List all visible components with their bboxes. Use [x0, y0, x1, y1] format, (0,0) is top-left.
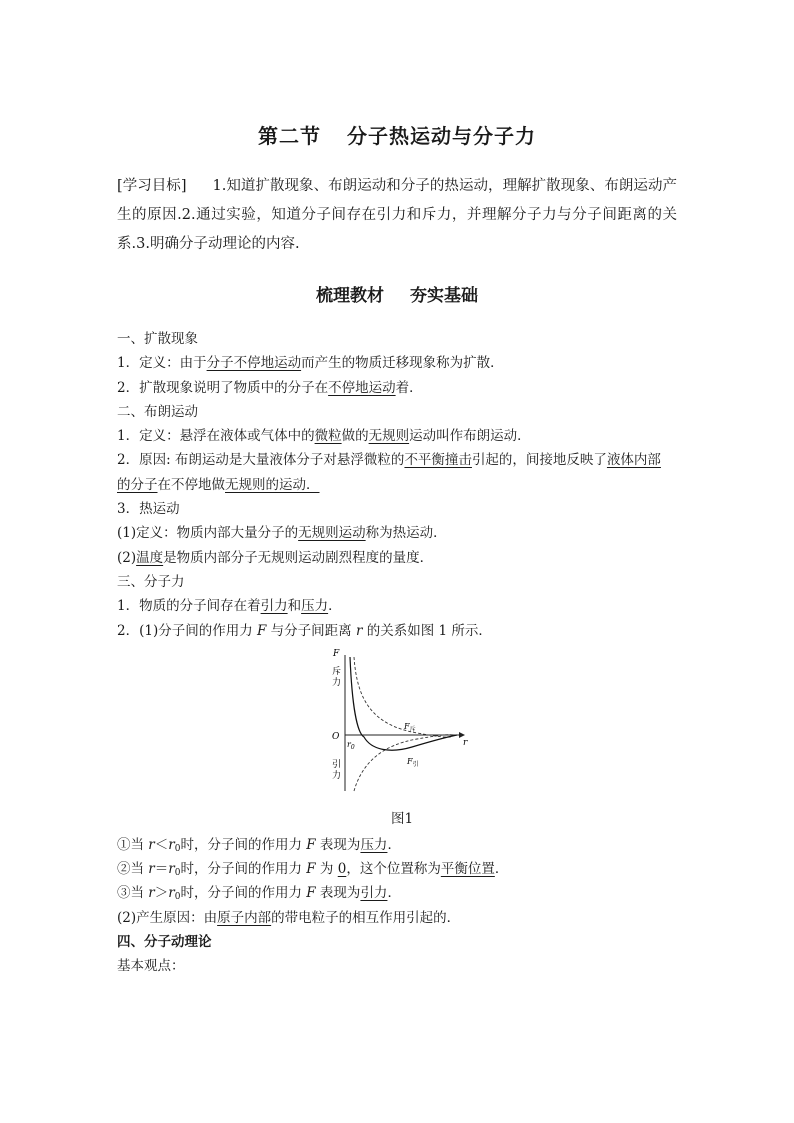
force-relation: 2．(1)分子间的作用力 F 与分子间距离 r 的关系如图 1 所示． [117, 622, 492, 639]
content-body [117, 327, 679, 979]
section-heading-part2: 夯实基础 [410, 286, 478, 306]
attract-label-1: 引 [332, 759, 342, 770]
case-r-greater: ③当 $r>r_0$时，分子间的作用力 F 表现为引力． [117, 885, 401, 903]
f-repel-label: $F_斥$ [404, 721, 416, 733]
force-existence: 1．物质的分子间存在着引力和压力． [117, 598, 342, 615]
goals-tag: [学习目标] [117, 178, 187, 194]
thermal-temperature: (2)温度是物质内部分子无规则运动剧烈程度的量度． [117, 549, 434, 566]
section-heading [0, 281, 794, 306]
origin-label: O [332, 731, 340, 742]
heading-brownian: 二、布朗运动 [117, 403, 198, 420]
thermal-definition: (1)定义：物质内部大量分子的无规则运动称为热运动． [117, 525, 447, 542]
case-r-equal: ②当 $r=r_0$时，分子间的作用力 F 为 0，这个位置称为平衡位置． [117, 861, 509, 879]
heading-diffusion: 一、扩散现象 [117, 331, 198, 347]
force-origin: (2)产生原因：由原子内部的带电粒子的相互作用引起的． [117, 909, 461, 926]
diffusion-explanation: 2．扩散现象说明了物质中的分子在不停地运动着． [117, 379, 423, 396]
repel-label-1: 斥 [332, 666, 342, 677]
f-attract-label: $F_引$ [407, 756, 419, 768]
figure-caption: 图1 [390, 810, 414, 827]
section-heading-part1: 梳理教材 [316, 286, 384, 306]
y-axis-label: F [333, 648, 340, 659]
attract-label-2: 力 [332, 770, 342, 781]
goals-text: 1.知道扩散现象、布朗运动和分子的热运动，理解扩散现象、布朗运动产生的原因.2.通过实验，知道分子间存在引力和斥力，并理解分子力与分子间距离的关系.3.明确分子动理论的内容. [117, 178, 677, 252]
title-text: 分子热运动与分子力 [347, 124, 536, 148]
net-force-curve [350, 657, 457, 750]
page-title [0, 120, 794, 149]
brownian-cause-line1: 2．原因: 布朗运动是大量液体分子对悬浮微粒的不平衡撞击引起的，间接地反映了液体内部 [117, 452, 661, 469]
force-distance-graph [327, 645, 487, 803]
basic-viewpoints: 基本观点： [117, 958, 185, 975]
diffusion-definition: 1．定义：由于分子不停地运动而产生的物质迁移现象称为扩散． [117, 355, 504, 372]
x-axis-label: r [463, 737, 468, 748]
repel-label-2: 力 [332, 677, 342, 688]
brownian-cause-line2: 的分子在不停地做无规则的运动． [117, 476, 320, 493]
case-r-less: ①当 $r<r_0$时，分子间的作用力 F 表现为压力． [117, 836, 401, 854]
figure-force-distance [117, 643, 679, 805]
title-section-number: 第二节 [258, 124, 321, 148]
brownian-definition: 1．定义：悬浮在液体或气体中的微粒做的无规则运动叫作布朗运动． [117, 428, 531, 445]
heading-thermal-motion: 3．热运动 [117, 501, 180, 518]
heading-molecular-theory: 四、分子动理论 [117, 934, 212, 951]
learning-goals [117, 172, 677, 259]
r0-label: $r_0$ [347, 739, 355, 751]
heading-molecular-force: 三、分子力 [117, 573, 185, 590]
